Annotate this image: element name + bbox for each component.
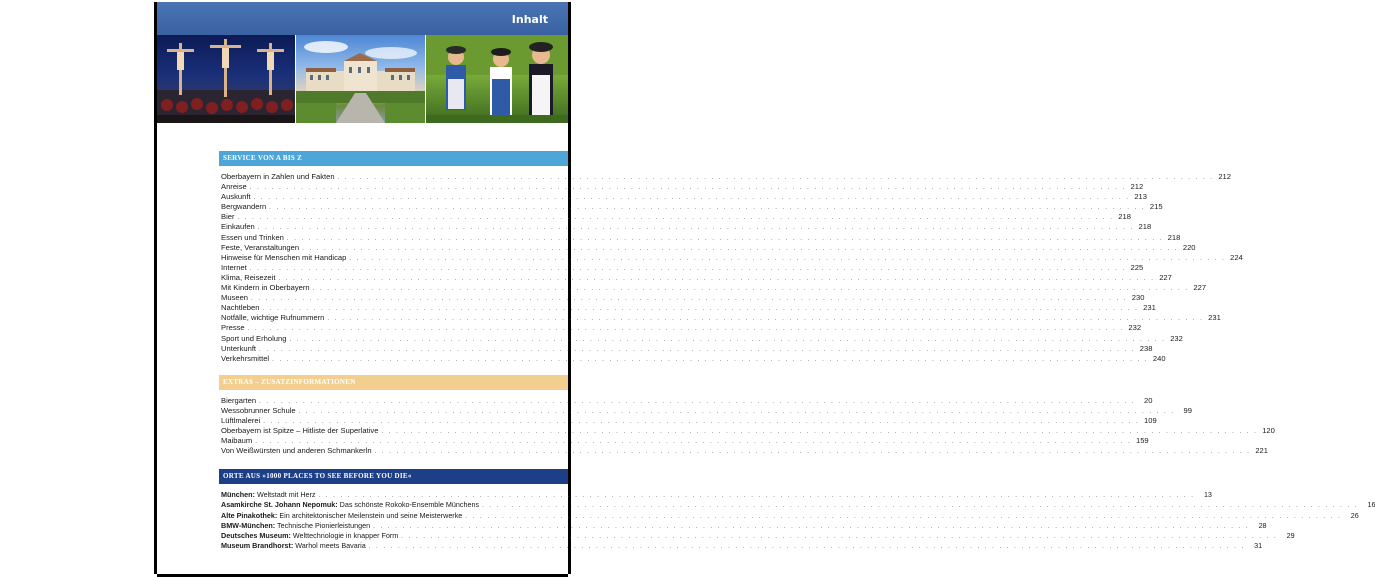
toc-page-number: 215	[1149, 202, 1163, 212]
toc-entry-place: Asamkirche St. Johann Nepomuk:	[221, 500, 338, 510]
toc-entry-label: Sport und Erholung	[221, 333, 287, 343]
toc-leader-dots: . . . . . . . . . . . . . . . . . . . . . . . . . . . . . . . . . . . . . . . . . . . . . . . . . . . . . . . . . . . . . . . . . . . . . . . . . . . . . . . . . . . . . . . . . . . . . . . . . . . . . . . . . . . . . . . . . . . . . . . .	[255, 439, 1132, 446]
toc-leader-dots: . . . . . . . . . . . . . . . . . . . . . . . . . . . . . . . . . . . . . . . . . . . . . . . . . . . . . . . . . . . . . . . . . . . . . . . . . . . . . . . . . . . . . . . . . . . . . . . . . . . . . . . . . . . . . . . . . . . . . . . .	[327, 316, 1204, 323]
toc-entry-place: Deutsches Museum:	[221, 531, 291, 541]
toc-leader-dots: . . . . . . . . . . . . . . . . . . . . . . . . . . . . . . . . . . . . . . . . . . . . . . . . . . . . . . . . . . . . . . . . . . . . . . . . . . . . . . . . . . . . . . . . . . . . . . . . . . . . . . . . . . . . . . . . . . . . . . . .	[253, 195, 1130, 202]
toc-page-number: 231	[1143, 303, 1156, 313]
toc-entry-label: Von Weißwürsten und anderen Schmankerln	[221, 446, 372, 456]
toc-leader-dots: . . . . . . . . . . . . . . . . . . . . . . . . . . . . . . . . . . . . . . . . . . . . . . . . . . . . . . . . . . . . . . . . . . . . . . . . . . . . . . . . . . . . . . . . . . . . . . . . . . . . . . . . . . . . . . . . . . . . . . . .	[312, 286, 1190, 293]
toc-entry-label: Anreise	[221, 182, 247, 192]
photo-strip	[157, 35, 568, 123]
toc-entry	[221, 510, 1359, 521]
toc-entry-label: Bier	[221, 212, 235, 222]
toc-leader-dots: . . . . . . . . . . . . . . . . . . . . . . . . . . . . . . . . . . . . . . . . . . . . . . . . . . . . . . . . . . . . . . . . . . . . . . . . . . . . . . . . . . . . . . . . . . . . . . . . . . . . . . . . . . . . . . . . . . . . . . . .	[381, 429, 1258, 436]
toc-entry	[221, 202, 1163, 212]
toc-entry-label: Wessobrunner Schule	[221, 406, 296, 416]
toc-entry-label: Nachtleben	[221, 303, 260, 313]
toc-entry-place: München:	[221, 490, 255, 499]
toc-page-number: 218	[1118, 212, 1131, 222]
toc-leader-dots: . . . . . . . . . . . . . . . . . . . . . . . . . . . . . . . . . . . . . . . . . . . . . . . . . . . . . . . . . . . . . . . . . . . . . . . . . . . . . . . . . . . . . . . . . . . . . . . . . . . . . . . . . . . . . . . . . . . . . . . .	[298, 409, 1175, 416]
toc-leader-dots: . . . . . . . . . . . . . . . . . . . . . . . . . . . . . . . . . . . . . . . . . . . . . . . . . . . . . . . . . . . . . . . . . . . . . . . . . . . . . . . . . . . . . . . . . . . . . . . . . . . . . . . . . . . . . . . . . . . . . . . .	[257, 225, 1135, 232]
toc-entry	[221, 333, 1183, 344]
toc-leader-dots: . . . . . . . . . . . . . . . . . . . . . . . . . . . . . . . . . . . . . . . . . . . . . . . . . . . . . . . . . . . . . . . . . . . . . . . . . . . . . . . . . . . . . . . . . . . . . . . . . . . . . . . . . . . . . . . . . . . . . . . .	[302, 245, 1179, 252]
toc-page-number: 240	[1152, 353, 1166, 363]
toc-entry	[221, 353, 1166, 364]
toc-entry-label: Einkaufen	[221, 222, 255, 232]
toc-page-number: 120	[1262, 426, 1275, 436]
section-title-extras: EXTRAS – ZUSATZINFORMATIONEN	[219, 375, 568, 390]
toc-leader-dots: . . . . . . . . . . . . . . . . . . . . . . . . . . . . . . . . . . . . . . . . . . . . . . . . . . . . . . . . . . . . . . . . . . . . . . . . . . . . . . . . . . . . . . . . . . . . . . . . . . . . . . . . . . . . . . . . . . . . . . . .	[482, 503, 1359, 510]
toc-leader-dots: . . . . . . . . . . . . . . . . . . . . . . . . . . . . . . . . . . . . . . . . . . . . . . . . . . . . . . . . . . . . . . . . . . . . . . . . . . . . . . . . . . . . . . . . . . . . . . . . . . . . . . . . . . . . . . . . . . . . . . . .	[249, 185, 1127, 192]
toc-page-number: 16	[1367, 500, 1375, 510]
toc-entry	[221, 313, 1221, 323]
toc-entry-label: Auskunft	[221, 192, 251, 202]
toc-entry	[221, 531, 1295, 541]
palace-image	[296, 35, 425, 123]
toc-entry-label: Verkehrsmittel	[221, 353, 270, 363]
toc-page-number: 238	[1139, 343, 1153, 353]
toc-entry	[221, 323, 1142, 333]
toc-leader-dots: . . . . . . . . . . . . . . . . . . . . . . . . . . . . . . . . . . . . . . . . . . . . . . . . . . . . . . . . . . . . . . . . . . . . . . . . . . . . . . . . . . . . . . . . . . . . . . . . . . . . . . . . . . . . . . . . . . . . . . . .	[286, 235, 1164, 242]
toc-page-number: 227	[1193, 283, 1207, 293]
toc-entry	[221, 520, 1267, 531]
toc-entry-text: Warhol meets Bavaria	[295, 541, 366, 551]
toc-leader-dots: . . . . . . . . . . . . . . . . . . . . . . . . . . . . . . . . . . . . . . . . . . . . . . . . . . . . . . . . . . . . . . . . . . . . . . . . . . . . . . . . . . . . . . . . . . . . . . . . . . . . . . . . . . . . . . . . . . . . . . . .	[249, 265, 1127, 272]
toc-entry	[221, 396, 1153, 406]
toc-entry-label: Essen und Trinken	[221, 232, 284, 242]
toc-leader-dots: . . . . . . . . . . . . . . . . . . . . . . . . . . . . . . . . . . . . . . . . . . . . . . . . . . . . . . . . . . . . . . . . . . . . . . . . . . . . . . . . . . . . . . . . . . . . . . . . . . . . . . . . . . . . . . . . . . . . . . . .	[262, 306, 1139, 313]
toc-entry	[221, 232, 1181, 243]
toc-list-service	[219, 166, 1243, 364]
toc-entry-label: Oberbayern ist Spitze – Hitliste der Superlative	[221, 426, 379, 436]
toc-entry-label: Feste, Veranstaltungen	[221, 242, 300, 252]
section-service	[219, 151, 1243, 364]
toc-page-number: 225	[1130, 262, 1144, 272]
toc-entry	[221, 541, 1263, 551]
toc-entry-label: Bergwandern	[221, 202, 267, 212]
toc-leader-dots: . . . . . . . . . . . . . . . . . . . . . . . . . . . . . . . . . . . . . . . . . . . . . . . . . . . . . . . . . . . . . . . . . . . . . . . . . . . . . . . . . . . . . . . . . . . . . . . . . . . . . . . . . . . . . . . . . . . . . . . .	[401, 534, 1278, 541]
toc-page-number: 29	[1286, 531, 1295, 541]
passion-play-photo	[157, 35, 295, 123]
toc-leader-dots: . . . . . . . . . . . . . . . . . . . . . . . . . . . . . . . . . . . . . . . . . . . . . . . . . . . . . . . . . . . . . . . . . . . . . . . . . . . . . . . . . . . . . . . . . . . . . . . . . . . . . . . . . . . . . . . . . . . . . . . .	[368, 544, 1246, 551]
toc-leader-dots: . . . . . . . . . . . . . . . . . . . . . . . . . . . . . . . . . . . . . . . . . . . . . . . . . . . . . . . . . . . . . . . . . . . . . . . . . . . . . . . . . . . . . . . . . . . . . . . . . . . . . . . . . . . . . . . . . . . . . . . .	[237, 215, 1114, 222]
toc-page-number: 31	[1254, 541, 1263, 551]
toc-entry	[221, 212, 1131, 222]
toc-page-number: 159	[1135, 436, 1149, 446]
toc-leader-dots: . . . . . . . . . . . . . . . . . . . . . . . . . . . . . . . . . . . . . . . . . . . . . . . . . . . . . . . . . . . . . . . . . . . . . . . . . . . . . . . . . . . . . . . . . . . . . . . . . . . . . . . . . . . . . . . . . . . . . . . .	[289, 336, 1166, 343]
toc-leader-dots: . . . . . . . . . . . . . . . . . . . . . . . . . . . . . . . . . . . . . . . . . . . . . . . . . . . . . . . . . . . . . . . . . . . . . . . . . . . . . . . . . . . . . . . . . . . . . . . . . . . . . . . . . . . . . . . . . . . . . . . .	[337, 175, 1214, 181]
toc-page-number: 213	[1134, 192, 1147, 202]
section-orte	[219, 469, 1375, 552]
toc-page-number: 28	[1258, 520, 1267, 530]
toc-page-number: 26	[1350, 510, 1359, 520]
toc-page-number: 220	[1182, 242, 1196, 252]
toc-entry-place: Alte Pinakothek:	[221, 510, 278, 520]
toc-entry-place: Museum Brandhorst:	[221, 541, 294, 551]
section-title-service: SERVICE VON A BIS Z	[219, 151, 568, 166]
toc-entry-text: Das schönste Rokoko-Ensemble Münchens	[339, 500, 480, 510]
section-extras	[219, 375, 1275, 457]
toc-entry	[221, 303, 1156, 313]
toc-page-number: 232	[1128, 323, 1142, 333]
toc-entry	[221, 490, 1212, 500]
passion-play-image	[157, 35, 295, 123]
toc-entry-label	[221, 541, 366, 551]
toc-entry-label: Internet	[221, 262, 247, 272]
toc-page-number: 212	[1130, 182, 1144, 192]
toc-leader-dots: . . . . . . . . . . . . . . . . . . . . . . . . . . . . . . . . . . . . . . . . . . . . . . . . . . . . . . . . . . . . . . . . . . . . . . . . . . . . . . . . . . . . . . . . . . . . . . . . . . . . . . . . . . . . . . . . . . . . . . . .	[269, 205, 1146, 212]
toc-entry	[221, 446, 1268, 456]
toc-entry-label: Oberbayern in Zahlen und Fakten	[221, 172, 335, 181]
toc-page-number: 232	[1170, 333, 1183, 343]
toc-leader-dots: . . . . . . . . . . . . . . . . . . . . . . . . . . . . . . . . . . . . . . . . . . . . . . . . . . . . . . . . . . . . . . . . . . . . . . . . . . . . . . . . . . . . . . . . . . . . . . . . . . . . . . . . . . . . . . . . . . . . . . . .	[349, 255, 1226, 262]
toc-entry-label	[221, 490, 316, 500]
toc-page-number: 218	[1167, 232, 1181, 242]
costume-image	[426, 35, 568, 123]
toc-entry-label	[221, 521, 370, 531]
toc-page-number: 212	[1218, 172, 1231, 181]
toc-entry-label: Maibaum	[221, 436, 253, 446]
toc-page-number: 227	[1159, 272, 1172, 282]
toc-leader-dots: . . . . . . . . . . . . . . . . . . . . . . . . . . . . . . . . . . . . . . . . . . . . . . . . . . . . . . . . . . . . . . . . . . . . . . . . . . . . . . . . . . . . . . . . . . . . . . . . . . . . . . . . . . . . . . . . . . . . . . . .	[259, 346, 1136, 353]
toc-list-extras	[219, 390, 1275, 457]
toc-page-number: 99	[1183, 406, 1192, 416]
toc-leader-dots: . . . . . . . . . . . . . . . . . . . . . . . . . . . . . . . . . . . . . . . . . . . . . . . . . . . . . . . . . . . . . . . . . . . . . . . . . . . . . . . . . . . . . . . . . . . . . . . . . . . . . . . . . . . . . . . . . . . . . . . .	[272, 356, 1149, 363]
toc-page-number: 230	[1131, 293, 1145, 303]
toc-entry	[221, 436, 1149, 446]
toc-leader-dots: . . . . . . . . . . . . . . . . . . . . . . . . . . . . . . . . . . . . . . . . . . . . . . . . . . . . . . . . . . . . . . . . . . . . . . . . . . . . . . . . . . . . . . . . . . . . . . . . . . . . . . . . . . . . . . . . . . . . . . . .	[374, 449, 1251, 456]
toc-entry-label: Lüftlmalerei	[221, 416, 261, 426]
toc-entry-label: Museen	[221, 293, 249, 303]
toc-page-number: 221	[1255, 446, 1268, 456]
toc-entry	[221, 242, 1196, 253]
toc-page-number: 218	[1138, 222, 1152, 232]
toc-page-number: 224	[1230, 252, 1243, 262]
toc-leader-dots: . . . . . . . . . . . . . . . . . . . . . . . . . . . . . . . . . . . . . . . . . . . . . . . . . . . . . . . . . . . . . . . . . . . . . . . . . . . . . . . . . . . . . . . . . . . . . . . . . . . . . . . . . . . . . . . . . . . . . . . .	[278, 275, 1155, 282]
toc-entry	[221, 426, 1275, 436]
toc-entry-label	[221, 531, 398, 541]
traditional-costume-photo	[426, 35, 568, 123]
toc-entry	[221, 172, 1231, 182]
toc-entry	[221, 182, 1144, 192]
toc-entry-text: Welttechnologie in knapper Form	[292, 531, 399, 541]
header-bar	[157, 2, 568, 35]
book-page	[157, 2, 1375, 574]
toc-leader-dots: . . . . . . . . . . . . . . . . . . . . . . . . . . . . . . . . . . . . . . . . . . . . . . . . . . . . . . . . . . . . . . . . . . . . . . . . . . . . . . . . . . . . . . . . . . . . . . . . . . . . . . . . . . . . . . . . . . . . . . . .	[373, 523, 1250, 530]
toc-entry-label: Klima, Reisezeit	[221, 272, 276, 282]
toc-entry-label: Notfälle, wichtige Rufnummern	[221, 313, 325, 323]
toc-entry	[221, 192, 1147, 202]
page-title: Inhalt	[511, 13, 548, 26]
toc-entry	[221, 500, 1375, 510]
toc-entry-label: Unterkunft	[221, 343, 257, 353]
toc-entry-label	[221, 511, 462, 521]
toc-leader-dots: . . . . . . . . . . . . . . . . . . . . . . . . . . . . . . . . . . . . . . . . . . . . . . . . . . . . . . . . . . . . . . . . . . . . . . . . . . . . . . . . . . . . . . . . . . . . . . . . . . . . . . . . . . . . . . . . . . . . . . . .	[465, 513, 1342, 520]
toc-leader-dots: . . . . . . . . . . . . . . . . . . . . . . . . . . . . . . . . . . . . . . . . . . . . . . . . . . . . . . . . . . . . . . . . . . . . . . . . . . . . . . . . . . . . . . . . . . . . . . . . . . . . . . . . . . . . . . . . . . . . . . . .	[247, 326, 1125, 333]
toc-page-number: 109	[1144, 416, 1157, 426]
toc-entry	[221, 262, 1144, 273]
toc-entry	[221, 343, 1153, 354]
toc-entry	[221, 293, 1145, 303]
toc-entry	[221, 283, 1207, 293]
toc-page-number: 20	[1144, 396, 1153, 405]
section-title-orte: ORTE AUS »1000 PLACES TO SEE BEFORE YOU DIE«	[219, 469, 568, 484]
toc-entry-label: Presse	[221, 323, 245, 333]
toc-entry-text: Ein architektonischer Meilenstein und seine Meisterwerke	[279, 510, 463, 520]
toc-entry-label: Hinweise für Menschen mit Handicap	[221, 252, 347, 262]
toc-page-number: 231	[1208, 313, 1221, 323]
toc-entry	[221, 252, 1243, 263]
toc-entry	[221, 416, 1157, 426]
toc-entry	[221, 222, 1152, 232]
toc-leader-dots: . . . . . . . . . . . . . . . . . . . . . . . . . . . . . . . . . . . . . . . . . . . . . . . . . . . . . . . . . . . . . . . . . . . . . . . . . . . . . . . . . . . . . . . . . . . . . . . . . . . . . . . . . . . . . . . . . . . . . . . .	[259, 399, 1136, 405]
toc-leader-dots: . . . . . . . . . . . . . . . . . . . . . . . . . . . . . . . . . . . . . . . . . . . . . . . . . . . . . . . . . . . . . . . . . . . . . . . . . . . . . . . . . . . . . . . . . . . . . . . . . . . . . . . . . . . . . . . . . . . . . . . .	[251, 296, 1128, 303]
toc-entry-text: Technische Pionierleistungen	[277, 520, 371, 530]
toc-entry-label: Biergarten	[221, 396, 257, 405]
toc-entry-label	[221, 500, 479, 510]
toc-leader-dots: . . . . . . . . . . . . . . . . . . . . . . . . . . . . . . . . . . . . . . . . . . . . . . . . . . . . . . . . . . . . . . . . . . . . . . . . . . . . . . . . . . . . . . . . . . . . . . . . . . . . . . . . . . . . . . . . . . . . . . . .	[318, 493, 1195, 499]
toc-list-orte	[219, 484, 1375, 552]
toc-page-number: 13	[1203, 490, 1212, 499]
toc-entry-text: Weltstadt mit Herz	[256, 490, 316, 499]
toc-entry	[221, 406, 1192, 416]
nymphenburg-palace-photo	[296, 35, 425, 123]
toc-entry-place: BMW-München:	[221, 520, 276, 530]
toc-entry-label: Mit Kindern in Oberbayern	[221, 283, 310, 293]
toc-entry	[221, 272, 1172, 283]
toc-leader-dots: . . . . . . . . . . . . . . . . . . . . . . . . . . . . . . . . . . . . . . . . . . . . . . . . . . . . . . . . . . . . . . . . . . . . . . . . . . . . . . . . . . . . . . . . . . . . . . . . . . . . . . . . . . . . . . . . . . . . . . . .	[263, 419, 1140, 426]
left-margin	[0, 0, 157, 577]
